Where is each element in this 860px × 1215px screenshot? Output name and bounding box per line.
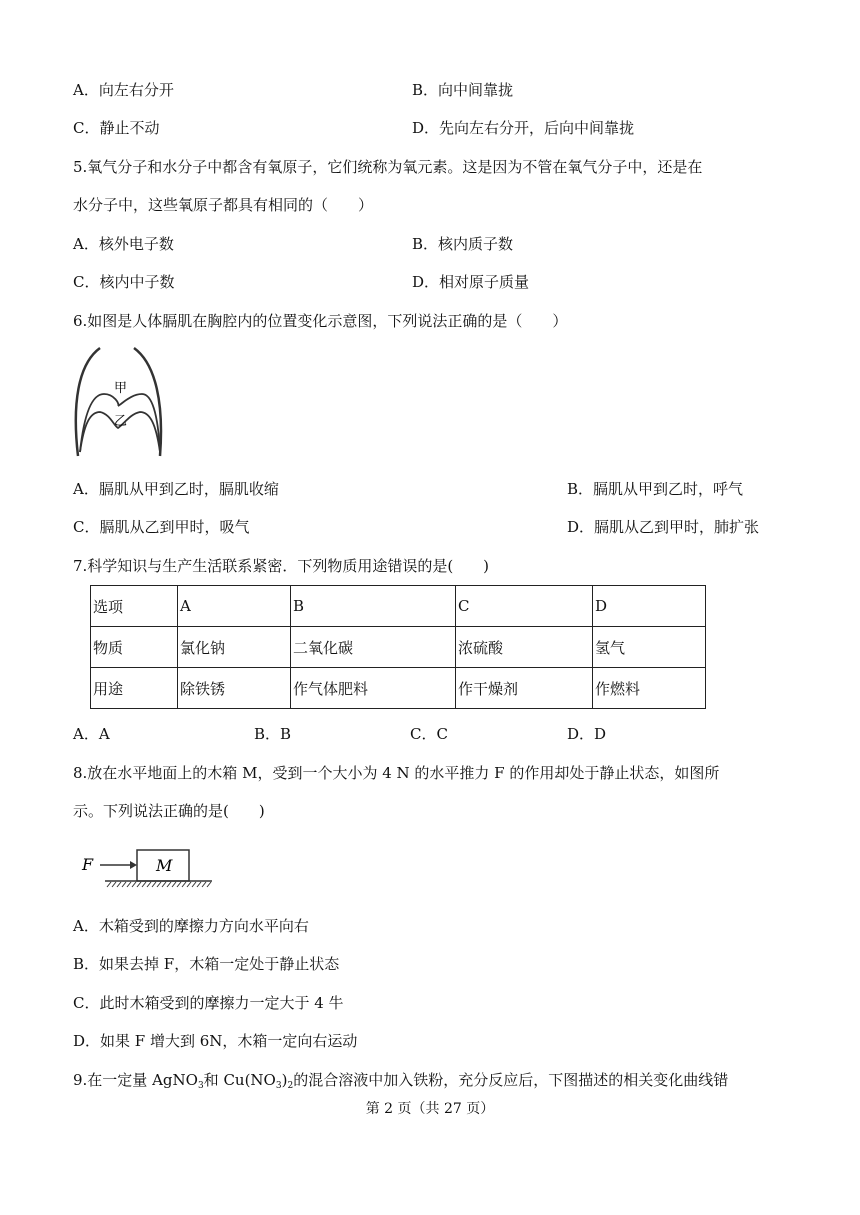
q7-option-b: B．B: [254, 725, 292, 743]
q9-stem-part: ): [281, 1071, 288, 1089]
q9-subscript: 3: [275, 1081, 282, 1091]
q5-stem-line2: 水分子中，这些氧原子都具有相同的（ ）: [73, 196, 374, 214]
table-cell: 除铁锈: [178, 668, 291, 709]
q5-option-d: D．相对原子质量: [412, 273, 530, 291]
q6-option-d: D．膈肌从乙到甲时，肺扩张: [567, 518, 760, 536]
force-label: F: [82, 855, 94, 874]
q9-stem-part: 和 Cu(NO: [203, 1071, 276, 1089]
q6-option-b: B．膈肌从甲到乙时，呼气: [567, 480, 744, 498]
q8-option-a: A．木箱受到的摩擦力方向水平向右: [73, 917, 309, 935]
q8-option-d: D．如果 F 增大到 6N，木箱一定向右运动: [73, 1032, 358, 1050]
page-footer: 第 2 页（共 27 页）: [365, 1101, 495, 1117]
q7-option-d: D．D: [567, 725, 607, 743]
box-force-figure: [80, 843, 220, 893]
q7-stem: 7.科学知识与生产生活联系紧密．下列物质用途错误的是( ): [73, 557, 490, 575]
q8-option-c: C．此时木箱受到的摩擦力一定大于 4 牛: [73, 994, 344, 1012]
q9-stem-part: 9.在一定量 AgNO: [73, 1071, 198, 1089]
table-cell: 作干燥剂: [456, 668, 593, 709]
q4-option-b: B．向中间靠拢: [412, 81, 514, 99]
table-cell: 氢气: [593, 627, 706, 668]
box-label: M: [156, 856, 173, 875]
table-row: [91, 627, 706, 668]
table-row: [91, 586, 706, 627]
q9-subscript: 3: [197, 1081, 204, 1091]
q6-option-a: A．膈肌从甲到乙时，膈肌收缩: [73, 480, 279, 498]
q6-stem: 6.如图是人体膈肌在胸腔内的位置变化示意图，下列说法正确的是（ ）: [73, 312, 568, 330]
table-row: [91, 668, 706, 709]
table-cell: 浓硫酸: [456, 627, 593, 668]
q5-option-a: A．核外电子数: [73, 235, 174, 253]
table-cell: 作气体肥料: [291, 668, 456, 709]
table-cell: 作燃料: [593, 668, 706, 709]
diaphragm-figure: [70, 344, 170, 466]
q7-option-c: C．C: [410, 725, 448, 743]
q4-option-d: D．先向左右分开，后向中间靠拢: [412, 119, 635, 137]
q4-option-a: A．向左右分开: [73, 81, 174, 99]
q5-stem-line1: 5.氧气分子和水分子中都含有氧原子，它们统称为氧元素。这是因为不管在氧气分子中，还是在: [73, 158, 703, 176]
table-cell: D: [593, 586, 706, 627]
table-cell: 物质: [91, 627, 178, 668]
q8-option-b: B．如果去掉 F，木箱一定处于静止状态: [73, 955, 340, 973]
figure-label-jia: 甲: [114, 381, 128, 396]
table-cell: 选项: [91, 586, 178, 627]
figure-label-yi: 乙: [114, 414, 128, 429]
table-cell: C: [456, 586, 593, 627]
q7-table: [90, 585, 706, 709]
q4-option-c: C．静止不动: [73, 119, 160, 137]
q6-option-c: C．膈肌从乙到甲时，吸气: [73, 518, 250, 536]
table-cell: 氯化钠: [178, 627, 291, 668]
q9-subscript: 2: [287, 1081, 294, 1091]
q5-option-c: C．核内中子数: [73, 273, 175, 291]
table-cell: B: [291, 586, 456, 627]
q9-stem: [73, 1070, 728, 1096]
table-cell: A: [178, 586, 291, 627]
table-cell: 二氧化碳: [291, 627, 456, 668]
q8-stem-line1: 8.放在水平地面上的木箱 M，受到一个大小为 4 N 的水平推力 F 的作用却处于静止状态，如图所: [73, 764, 720, 782]
q8-stem-line2: 示。下列说法正确的是( ): [73, 802, 265, 820]
q5-option-b: B．核内质子数: [412, 235, 514, 253]
q7-option-a: A．A: [73, 725, 110, 743]
q9-stem-part: 的混合溶液中加入铁粉，充分反应后，下图描述的相关变化曲线错: [293, 1071, 729, 1089]
table-cell: 用途: [91, 668, 178, 709]
